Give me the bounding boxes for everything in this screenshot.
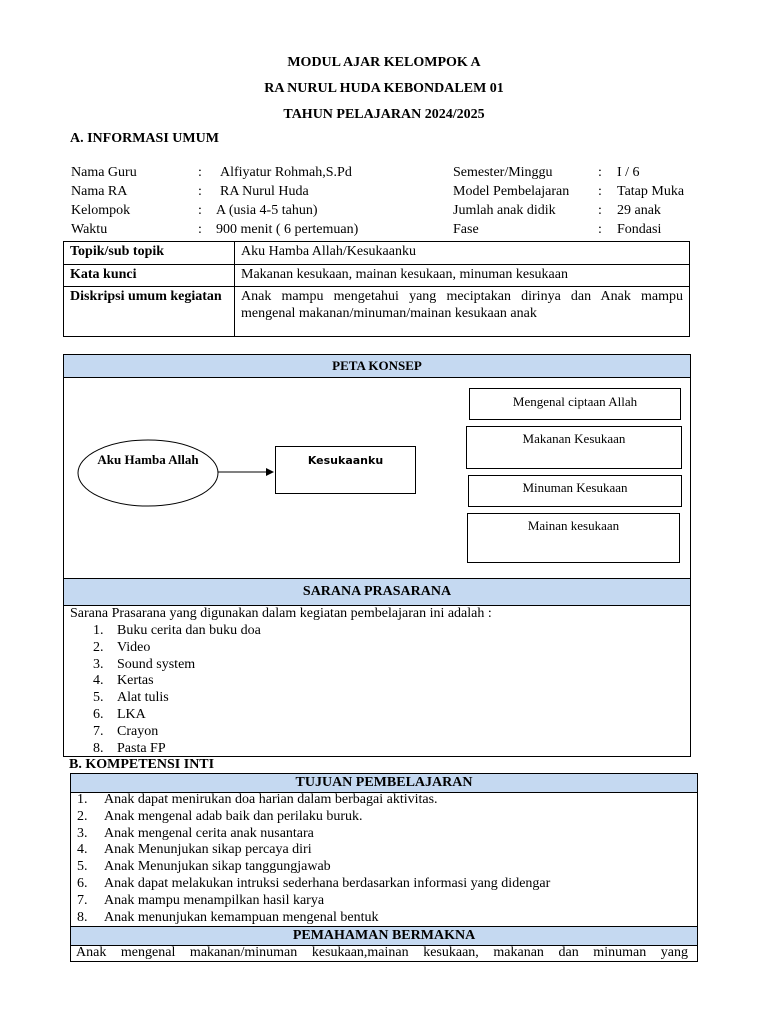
list-item: 7. Anak mampu menampilkan hasil karya xyxy=(77,892,325,908)
sarana-list xyxy=(93,623,593,757)
list-item: 5. Alat tulis xyxy=(93,690,169,706)
info-label: Fase xyxy=(453,222,479,237)
table-row xyxy=(64,242,690,265)
arrow-head-icon xyxy=(266,468,274,476)
sarana-header: SARANA PRASARANA xyxy=(63,578,691,606)
info-label: Waktu xyxy=(71,222,108,237)
info-value: A (usia 4-5 tahun) xyxy=(216,203,318,218)
tujuan-header: TUJUAN PEMBELAJARAN xyxy=(70,773,698,793)
info-value: Fondasi xyxy=(617,222,662,237)
topic-label: Topik/sub topik xyxy=(64,242,235,265)
pemahaman-text: Anak mengenal makanan/minuman kesukaan,mainan kesukaan, makanan dan minuman yang xyxy=(76,945,688,960)
section-b-heading: B. KOMPETENSI INTI xyxy=(69,757,215,772)
center-node: Aku Hamba Allah xyxy=(97,452,199,467)
topic-table xyxy=(63,241,690,337)
info-colon: : xyxy=(598,222,602,237)
info-label: Nama RA xyxy=(71,184,128,199)
topic-value: Aku Hamba Allah/Kesukaanku xyxy=(235,242,690,265)
list-item: 1. Anak dapat menirukan doa harian dalam berbagai aktivitas. xyxy=(77,792,438,807)
concept-map-header: PETA KONSEP xyxy=(63,354,691,378)
concept-node: Mengenal ciptaan Allah xyxy=(469,388,681,420)
list-item: 8. Pasta FP xyxy=(93,740,166,756)
list-item: 3. Sound system xyxy=(93,656,196,672)
list-item: 2. Video xyxy=(93,639,151,655)
info-colon: : xyxy=(198,184,202,199)
list-item: 6. LKA xyxy=(93,706,146,722)
info-value: Tatap Muka xyxy=(617,184,685,199)
list-item: 6. Anak dapat melakukan intruksi sederhana berdasarkan informasi yang didengar xyxy=(77,875,551,891)
center-node-shape xyxy=(78,440,218,506)
list-item: 4. Anak Menunjukan sikap percaya diri xyxy=(77,842,312,858)
info-value: I / 6 xyxy=(617,165,640,180)
info-label: Kelompok xyxy=(71,203,131,218)
info-label: Model Pembelajaran xyxy=(453,184,570,199)
keyword-label: Kata kunci xyxy=(64,265,235,287)
list-item: 4. Kertas xyxy=(93,673,154,689)
info-label: Jumlah anak didik xyxy=(453,203,556,218)
table-row xyxy=(64,265,690,287)
middle-node: Kesukaanku xyxy=(275,446,416,494)
info-colon: : xyxy=(598,184,602,199)
academic-year: TAHUN PELAJARAN 2024/2025 xyxy=(283,107,485,122)
table-row xyxy=(64,287,690,337)
concept-node: Makanan Kesukaan xyxy=(466,426,682,469)
section-a-heading: A. INFORMASI UMUM xyxy=(70,131,219,146)
concept-node: Minuman Kesukaan xyxy=(468,475,682,507)
info-value: 900 menit ( 6 pertemuan) xyxy=(216,222,359,237)
description-label: Diskripsi umum kegiatan xyxy=(64,287,235,337)
list-item: 7. Crayon xyxy=(93,723,159,739)
info-colon: : xyxy=(598,165,602,180)
info-value: RA Nurul Huda xyxy=(220,184,309,199)
concept-node: Mainan kesukaan xyxy=(467,513,680,563)
info-colon: : xyxy=(598,203,602,218)
pemahaman-header: PEMAHAMAN BERMAKNA xyxy=(70,926,698,946)
info-label: Semester/Minggu xyxy=(453,165,553,180)
info-colon: : xyxy=(198,203,202,218)
list-item: 5. Anak Menunjukan sikap tanggungjawab xyxy=(77,859,331,875)
info-value: 29 anak xyxy=(617,203,661,218)
keyword-value: Makanan kesukaan, mainan kesukaan, minuman kesukaan xyxy=(235,265,690,287)
sarana-intro: Sarana Prasarana yang digunakan dalam kegiatan pembelajaran ini adalah : xyxy=(70,606,492,621)
school-name: RA NURUL HUDA KEBONDALEM 01 xyxy=(264,81,504,96)
module-title: MODUL AJAR KELOMPOK A xyxy=(287,55,481,70)
list-item: 3. Anak mengenal cerita anak nusantara xyxy=(77,825,314,841)
info-colon: : xyxy=(198,222,202,237)
info-label: Nama Guru xyxy=(71,165,137,180)
info-colon: : xyxy=(198,165,202,180)
tujuan-list xyxy=(77,792,687,926)
list-item: 2. Anak mengenal adab baik dan perilaku buruk. xyxy=(77,808,363,824)
list-item: 1. Buku cerita dan buku doa xyxy=(93,623,261,638)
info-value: Alfiyatur Rohmah,S.Pd xyxy=(220,165,352,180)
description-value: Anak mampu mengetahui yang meciptakan dirinya dan Anak mampu mengenal makanan/minuman/mainan kesukaan anak xyxy=(235,287,690,337)
list-item: 8. Anak menunjukan kemampuan mengenal bentuk xyxy=(77,909,379,925)
